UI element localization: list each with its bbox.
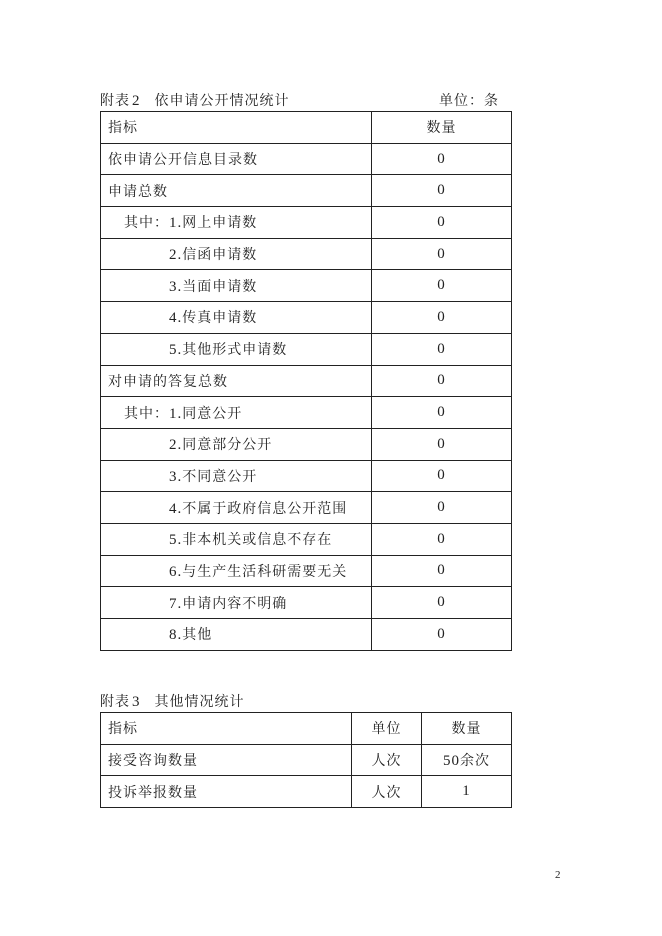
row-label [101, 270, 372, 302]
row-value-number: 1 [462, 783, 471, 800]
row-value: 0 [372, 619, 512, 651]
table-row [101, 587, 512, 619]
row-label: 申请总数 [101, 175, 372, 207]
row-label [101, 238, 372, 270]
table3-header-unit: 单位 [352, 713, 422, 745]
table-row [101, 776, 512, 808]
table2-caption-num: 2 [132, 93, 141, 109]
row-label [101, 492, 372, 524]
row-label [101, 555, 372, 587]
table-row [101, 333, 512, 365]
row-number: 5. [169, 532, 183, 549]
table3-header-row [101, 713, 512, 745]
row-label [101, 207, 372, 239]
row-number: 2. [169, 437, 183, 454]
row-number: 7. [169, 595, 183, 612]
table2-header-indicator: 指标 [101, 112, 372, 144]
row-number: 4. [169, 310, 183, 327]
row-label-text: 其他形式申请数 [182, 342, 288, 359]
row-label-text: 不同意公开 [182, 468, 258, 485]
table-row [101, 428, 512, 460]
row-value: 0 [372, 492, 512, 524]
row-value: 0 [372, 175, 512, 207]
table2-caption-prefix: 附表 [100, 93, 130, 109]
table3-caption [100, 691, 245, 711]
row-number: 2. [169, 247, 183, 264]
row-unit: 人次 [352, 776, 422, 808]
row-unit: 人次 [352, 744, 422, 776]
row-label [101, 460, 372, 492]
row-label [101, 428, 372, 460]
row-label [101, 619, 372, 651]
row-value-number: 50 [443, 753, 460, 770]
table2-header-row [101, 112, 512, 144]
row-label-text: 其他 [182, 627, 213, 644]
page-number: 2 [555, 869, 561, 881]
row-value: 0 [372, 365, 512, 397]
row-label-text: 网上申请数 [182, 215, 258, 232]
row-value: 0 [372, 428, 512, 460]
table2-info-disclosure-stats [100, 111, 512, 651]
row-label-text: 同意公开 [182, 405, 243, 422]
row-label-text: 同意部分公开 [182, 437, 273, 454]
row-label: 对申请的答复总数 [101, 365, 372, 397]
row-label: 投诉举报数量 [101, 776, 352, 808]
table3-caption-num: 3 [132, 694, 141, 710]
row-value: 0 [372, 460, 512, 492]
table-row [101, 238, 512, 270]
row-label [101, 397, 372, 429]
table3-caption-title: 其他情况统计 [154, 694, 245, 710]
row-label-text: 非本机关或信息不存在 [182, 532, 333, 549]
table-row [101, 270, 512, 302]
table2-header-quantity: 数量 [372, 112, 512, 144]
row-value [422, 776, 512, 808]
row-number: 3. [169, 468, 183, 485]
row-prefix: 其中： [124, 215, 169, 232]
row-value: 0 [372, 143, 512, 175]
table-row [101, 365, 512, 397]
table-row [101, 397, 512, 429]
row-label [101, 523, 372, 555]
row-value: 0 [372, 555, 512, 587]
row-label: 依申请公开信息目录数 [101, 143, 372, 175]
row-label: 接受咨询数量 [101, 744, 352, 776]
row-label [101, 587, 372, 619]
table3-other-stats [100, 712, 512, 808]
row-number: 1. [169, 215, 183, 232]
row-value: 0 [372, 397, 512, 429]
row-label-text: 信函申请数 [182, 247, 258, 264]
row-number: 3. [169, 278, 183, 295]
row-value: 0 [372, 523, 512, 555]
row-number: 6. [169, 563, 183, 580]
row-label-text: 不属于政府信息公开范围 [182, 500, 348, 517]
row-value: 0 [372, 207, 512, 239]
row-number: 4. [169, 500, 183, 517]
row-prefix: 其中： [124, 405, 169, 422]
table-row [101, 555, 512, 587]
row-label [101, 333, 372, 365]
row-value: 0 [372, 238, 512, 270]
table-row [101, 523, 512, 555]
table-row [101, 744, 512, 776]
table3-header-quantity: 数量 [422, 713, 512, 745]
row-number: 5. [169, 342, 183, 359]
table2-caption [100, 90, 290, 110]
row-value [422, 744, 512, 776]
row-label-text: 传真申请数 [182, 310, 258, 327]
table2-unit-label: 单位：条 [439, 93, 499, 109]
row-value: 0 [372, 302, 512, 334]
table-row [101, 175, 512, 207]
row-value: 0 [372, 587, 512, 619]
table3-caption-prefix: 附表 [100, 694, 130, 710]
table-row [101, 460, 512, 492]
table-row [101, 619, 512, 651]
table-row [101, 302, 512, 334]
table-row [101, 207, 512, 239]
row-number: 1. [169, 405, 183, 422]
row-label [101, 302, 372, 334]
table3-header-indicator: 指标 [101, 713, 352, 745]
row-label-text: 当面申请数 [182, 278, 258, 295]
row-label-text: 申请内容不明确 [182, 595, 288, 612]
row-value: 0 [372, 333, 512, 365]
row-value-suffix: 余次 [460, 753, 490, 770]
row-label-text: 与生产生活科研需要无关 [182, 563, 348, 580]
row-value: 0 [372, 270, 512, 302]
row-number: 8. [169, 627, 183, 644]
table-row [101, 492, 512, 524]
table-row [101, 143, 512, 175]
table2-caption-title: 依申请公开情况统计 [154, 93, 290, 109]
